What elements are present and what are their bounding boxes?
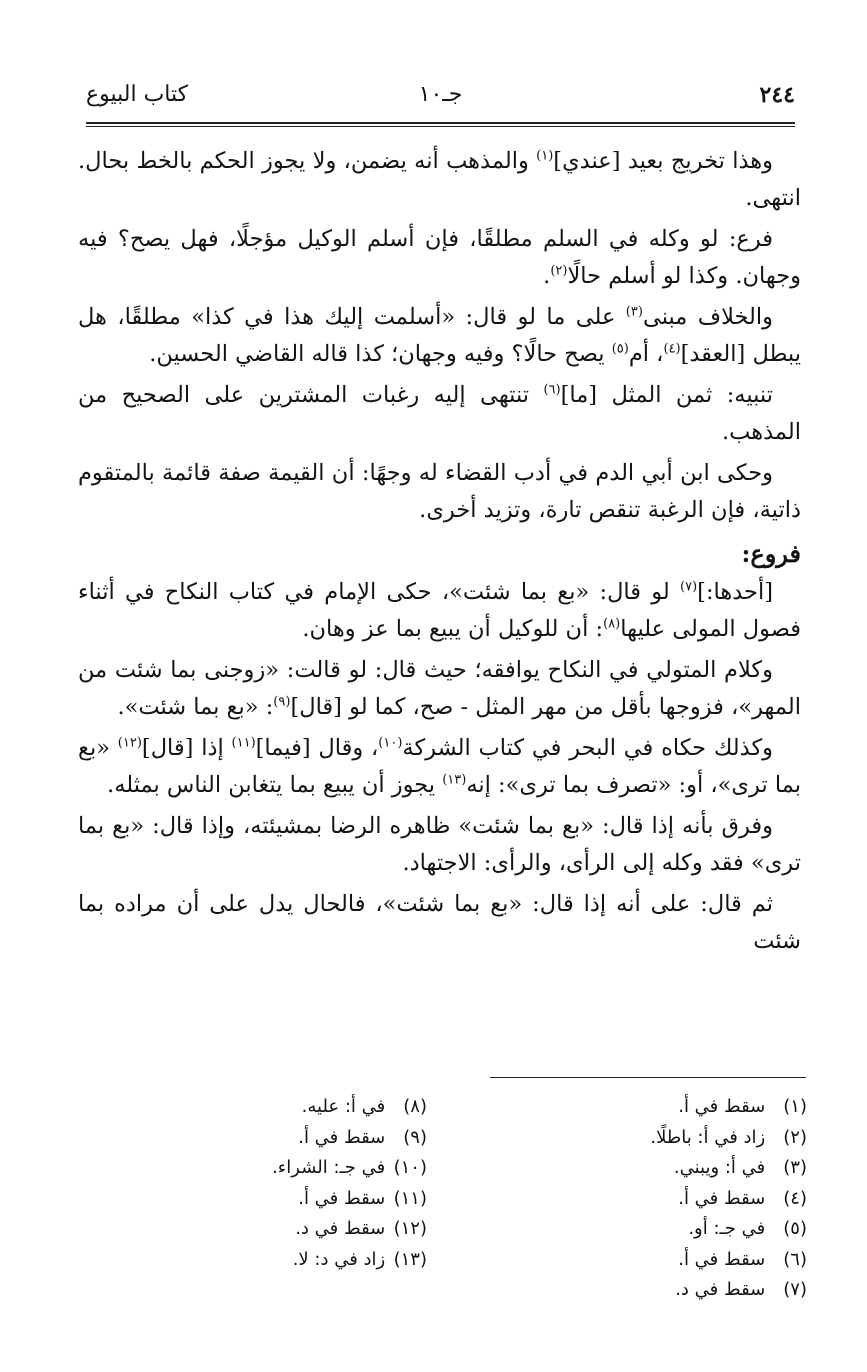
footnote [477,1092,807,1123]
footnote-text: في جـ: الشراء. [272,1157,386,1178]
volume-label: جـ١٠ [418,82,463,107]
footnote [97,1245,427,1276]
footnote-number: (٢) [783,1126,807,1148]
footnote-text: سقط في أ. [678,1187,766,1209]
footnote [477,1184,807,1215]
book-title: كتاب البيوع [86,82,189,107]
footnote [477,1245,807,1276]
footnote [97,1214,427,1245]
paragraph: تنبيه: ثمن المثل [ما]$^{(٦)}$ تنتهى إليه رغبات المشترين على الصحيح من المذهب. [78,382,801,445]
footnote-number: (١٠) [393,1157,427,1178]
footnote [97,1184,427,1215]
footnote-number: (١٢) [393,1218,427,1239]
footnote-text: زاد في أ: باطلًا. [650,1126,766,1148]
footnote-number: (٦) [783,1248,807,1270]
footnote-text: سقط في أ. [678,1248,766,1270]
paragraph: وكذلك حكاه في البحر في كتاب الشركة$^{(١٠)}$، وقال [فيما]$^{(١١)}$ إذا [قال]$^{(١٢)}$ «بع بما ترى»، أو: «تصرف بما ترى»: إنه$^{(١٣)}$ يجوز أن يبيع بما يتغابن الناس بمثله. [78,735,801,798]
footnote [97,1153,427,1184]
header-rule-thin [86,126,795,127]
paragraph: وهذا تخريج بعيد [عندي]$^{(١)}$ والمذهب أنه يضمن، ولا يجوز الحكم بالخط بحال. انتهى. [78,148,801,211]
footnote-text: في أ: ويبني. [673,1157,766,1178]
footnote-marker: (٩) [273,694,291,710]
paragraph: [أحدها:]$^{(٧)}$ لو قال: «بع بما شئت»، حكى الإمام في كتاب النكاح في أثناء فصول المولى عليها$^{(٨)}$: أن للوكيل أن يبيع بما عز وهان. [78,579,801,642]
footnote-marker: (٣) [625,304,643,320]
footnote-marker: (٨) [603,616,621,632]
footnote [477,1275,807,1306]
footnote-marker: (٥) [611,341,629,357]
footnote [97,1092,427,1123]
footnote-number: (١١) [393,1187,427,1209]
paragraph: وفرق بأنه إذا قال: «بع بما شئت» ظاهره الرضا بمشيئته، وإذا قال: «بع بما ترى» فقد وكله إلى الرأى، والرأى: الاجتهاد. [78,813,801,876]
footnote [477,1214,807,1245]
footnote-marker: (١٣) [442,772,467,788]
footnote-number: (٨) [403,1096,427,1117]
footnote-number: (١٣) [393,1248,427,1270]
footnote-marker: (٤) [663,341,681,357]
footnote-marker: (١) [536,148,554,164]
footnote [97,1123,427,1154]
page-number: ٢٤٤ [759,82,795,108]
paragraph: وحكى ابن أبي الدم في أدب القضاء له وجهًا: أن القيمة صفة قائمة بالمتقوم ذاتية، فإن الرغبة تنقص تارة، وتزيد أخرى. [78,460,801,523]
running-header [86,82,795,122]
footnote-number: (٩) [403,1126,427,1148]
footnote-text: زاد في د: لا. [292,1248,386,1270]
paragraph: ثم قال: على أنه إذا قال: «بع بما شئت»، فالحال يدل على أن مراده بما شئت [78,891,801,954]
footnote-text: سقط في د. [295,1218,386,1239]
footnote-number: (٣) [783,1157,807,1178]
footnote [477,1153,807,1184]
footnote-number: (١) [783,1096,807,1117]
footnote-text: في أ: عليه. [301,1096,386,1117]
footnote-marker: (١٢) [117,735,142,751]
footnote-number: (٥) [783,1218,807,1239]
header-rule [86,122,795,124]
footnote-text: سقط في أ. [298,1126,386,1148]
footnote-separator [490,1077,806,1078]
paragraph: فرع: لو وكله في السلم مطلقًا، فإن أسلم الوكيل مؤجلًا، فهل يصح؟ فيه وجهان. وكذا لو أسلم حالًا$^{(٢)}$. [78,226,801,289]
footnote-number: (٧) [783,1279,807,1300]
footnote-text: سقط في د. [675,1279,766,1300]
footnote-text: سقط في أ. [678,1096,766,1117]
footnotes-column-left [97,1092,427,1275]
footnote-marker: (٦) [543,382,561,398]
footnote-marker: (١٠) [378,735,403,751]
main-text [78,143,801,964]
paragraph: والخلاف مبنى$^{(٣)}$ على ما لو قال: «أسلمت إليك هذا في كذا» مطلقًا، هل يبطل [العقد]$^{(٤)}$، أم$^{(٥)}$ يصح حالًا؟ وفيه وجهان؛ كذا قاله القاضي الحسين. [78,304,801,367]
footnote-text: سقط في أ. [298,1187,386,1209]
footnote-number: (٤) [783,1187,807,1209]
footnotes-column-right [477,1092,807,1306]
paragraph: وكلام المتولي في النكاح يوافقه؛ حيث قال: لو قالت: «زوجنى بما شئت من المهر»، فزوجها بأقل من مهر المثل - صح، كما لو [قال]$^{(٩)}$: «بع بما شئت». [78,657,801,720]
footnote-marker: (٧) [680,579,698,595]
footnote-text: في جـ: أو. [688,1218,766,1239]
section-heading: فروع: [741,539,801,568]
footnote [477,1123,807,1154]
footnote-marker: (٢) [550,263,568,279]
footnote-marker: (١١) [231,735,256,751]
